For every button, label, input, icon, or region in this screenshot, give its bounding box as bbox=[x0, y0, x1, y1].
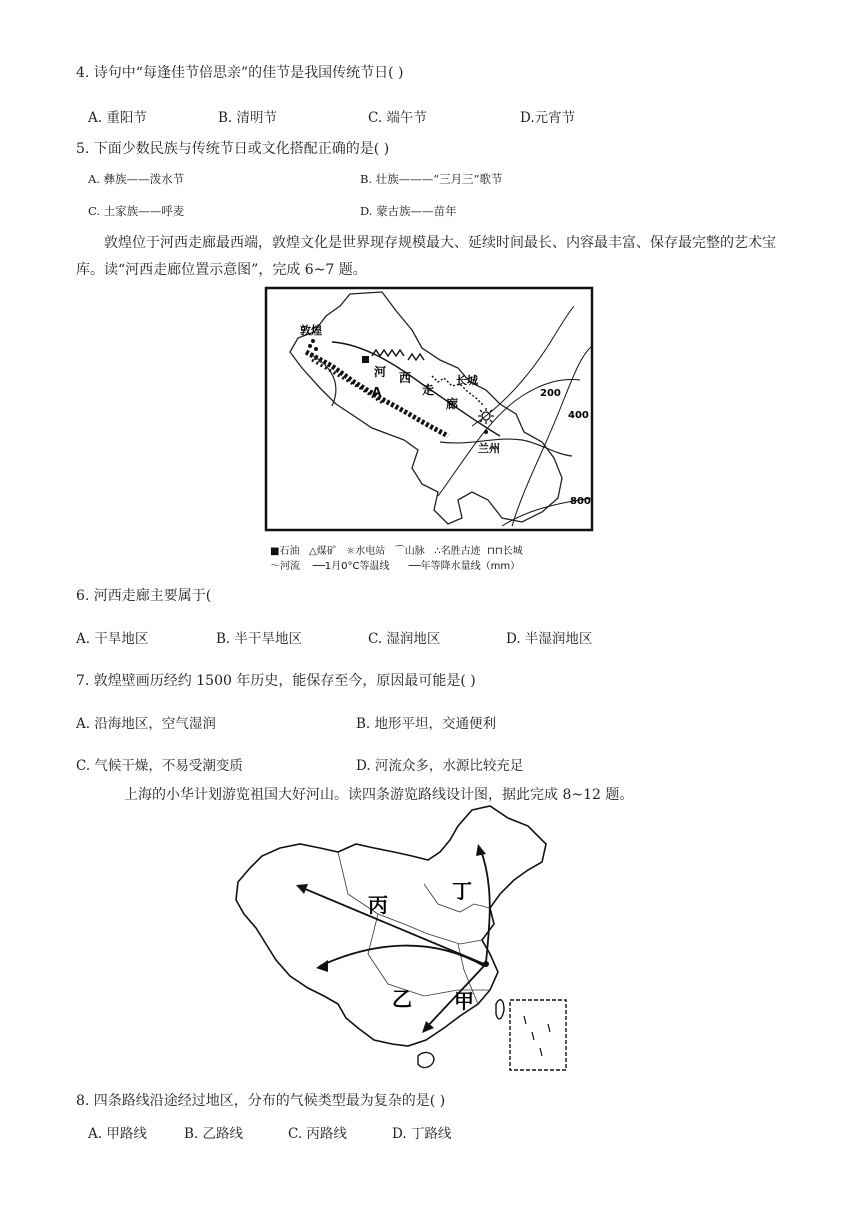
label-changcheng: 长城 bbox=[456, 374, 478, 387]
isohyet-legend-icon: ── bbox=[408, 561, 421, 572]
q4-option-c: C. 端午节 bbox=[368, 110, 427, 126]
q6-option-d: D. 半湿润地区 bbox=[506, 631, 593, 647]
oil-legend-icon: ■ bbox=[270, 546, 280, 557]
q8-option-d: D. 丁路线 bbox=[392, 1126, 452, 1142]
q8-option-c: C. 丙路线 bbox=[288, 1126, 347, 1142]
hydropower-legend-icon: ☼ bbox=[346, 546, 356, 557]
q5-stem: 5. 下面少数民族与传统节日或文化搭配正确的是( ) bbox=[76, 141, 390, 157]
q5-option-d: D. 蒙古族——苗年 bbox=[360, 204, 457, 218]
wall-legend-icon: ⊓⊓ bbox=[487, 546, 503, 557]
q6-option-a: A. 干旱地区 bbox=[76, 631, 149, 647]
q4-option-b: B. 清明节 bbox=[218, 110, 278, 126]
oil-icon bbox=[362, 356, 369, 363]
label-isohyet-400: 400 bbox=[568, 410, 589, 421]
label-dunhuang: 敦煌 bbox=[300, 324, 322, 337]
river-legend-icon: ～ bbox=[270, 561, 280, 572]
label-lang: 廊 bbox=[446, 397, 459, 411]
isotherm-legend-icon: ── bbox=[312, 561, 325, 572]
q6-stem: 6. 河西走廊主要属于( bbox=[76, 588, 212, 604]
label-he: 河 bbox=[374, 365, 387, 379]
mountain-legend-icon: ⌒ bbox=[394, 546, 405, 557]
q8-option-a: A. 甲路线 bbox=[88, 1126, 147, 1142]
label-route-yi: 乙 bbox=[392, 987, 412, 1011]
label-zou: 走 bbox=[422, 383, 435, 397]
label-lanzhou: 兰州 bbox=[478, 442, 500, 455]
label-a: A bbox=[372, 385, 382, 399]
coal-legend-icon: △ bbox=[309, 546, 317, 557]
q8-option-b: B. 乙路线 bbox=[184, 1126, 244, 1142]
q4-option-a: A. 重阳节 bbox=[88, 110, 147, 126]
q6-option-b: B. 半干旱地区 bbox=[216, 631, 303, 647]
q7-option-b: B. 地形平坦，交通便利 bbox=[356, 716, 497, 732]
q5-option-c: C. 土家族——呼麦 bbox=[88, 204, 185, 218]
label-route-bing: 丙 bbox=[368, 893, 388, 917]
q6-option-c: C. 湿润地区 bbox=[368, 631, 441, 647]
q7-option-c: C. 气候干燥，不易受潮变质 bbox=[76, 758, 243, 774]
map1-legend-row1: ■石油 △煤矿 ☼水电站 ⌒山脉 ∴名胜古迹 ⊓⊓长城 bbox=[270, 546, 523, 557]
china-routes-map bbox=[228, 804, 572, 1076]
map1-legend-row2: ～河流 ──1月0°C等温线 ──年等降水量线（mm） bbox=[270, 561, 521, 572]
intro-paragraph-dunhuang: 敦煌位于河西走廊最西端，敦煌文化是世界现存规模最大、延续时间最长、内容最丰富、保存最完整的艺术宝库。读“河西走廊位置示意图”，完成 6~7 题。 bbox=[76, 235, 776, 278]
label-xi: 西 bbox=[399, 371, 412, 385]
q4-option-d: D.元宵节 bbox=[520, 110, 576, 126]
q5-option-b: B. 壮族———“三月三”歌节 bbox=[360, 172, 503, 186]
hexi-corridor-map bbox=[262, 286, 596, 534]
q8-stem: 8. 四条路线沿途经过地区，分布的气候类型最为复杂的是( ) bbox=[76, 1093, 446, 1109]
label-isohyet-800: 800 bbox=[570, 496, 591, 507]
q7-option-d: D. 河流众多，水源比较充足 bbox=[356, 758, 524, 774]
q7-option-a: A. 沿海地区，空气湿润 bbox=[76, 716, 216, 732]
label-isohyet-200: 200 bbox=[540, 388, 561, 399]
label-route-jia: 甲 bbox=[454, 989, 474, 1013]
q7-stem: 7. 敦煌壁画历经约 1500 年历史，能保存至今，原因最可能是( ) bbox=[76, 673, 476, 689]
q4-stem: 4. 诗句中“每逢佳节倍思亲”的佳节是我国传统节日( ) bbox=[76, 65, 404, 81]
label-route-ding: 丁 bbox=[452, 879, 472, 903]
q5-option-a: A. 彝族——泼水节 bbox=[88, 172, 185, 186]
site-legend-icon: ∴ bbox=[434, 546, 441, 557]
intro-paragraph-routes: 上海的小华计划游览祖国大好河山。读四条游览路线设计图，据此完成 8~12 题。 bbox=[124, 787, 634, 803]
